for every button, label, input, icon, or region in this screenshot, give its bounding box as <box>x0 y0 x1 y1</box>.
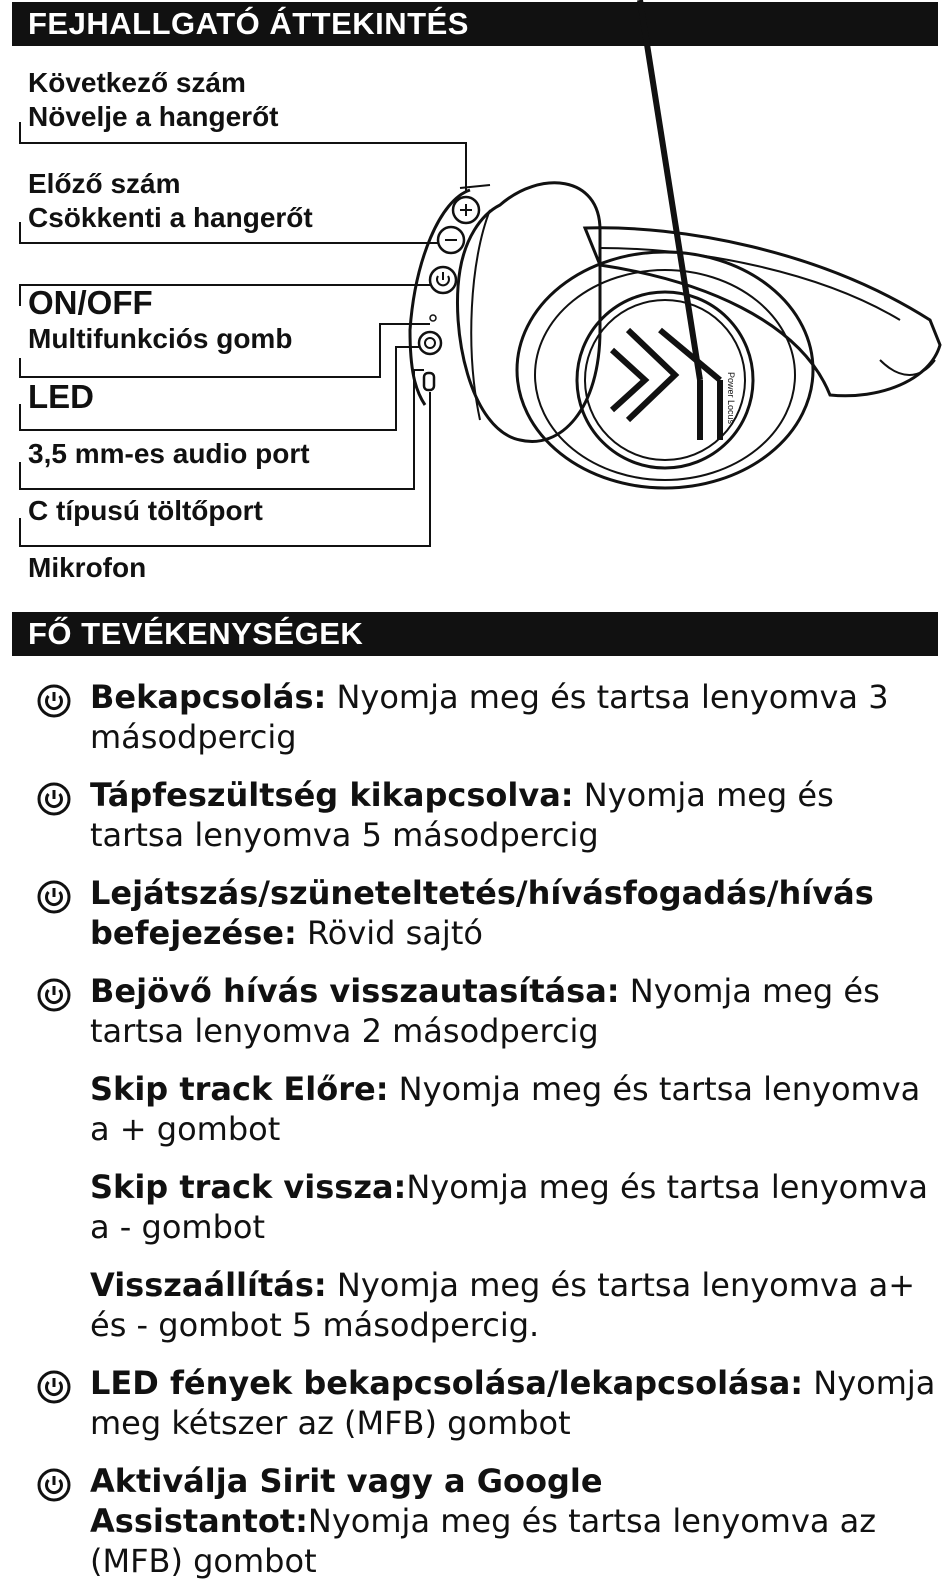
function-item <box>90 1069 938 1149</box>
label-multifunction-button: Multifunkciós gomb <box>28 323 293 354</box>
function-description: Nyomja meg és tartsa lenyomva a+ és - gombot 5 másodpercig. <box>90 1266 916 1344</box>
overview-header: FEJHALLGATÓ ÁTTEKINTÉS <box>12 2 938 46</box>
label-volume-up: Növelje a hangerőt <box>28 101 279 132</box>
power-icon <box>36 683 72 719</box>
function-item <box>90 971 938 1051</box>
leader-line-minus <box>20 222 440 243</box>
power-icon <box>36 1369 72 1405</box>
functions-header: FŐ TEVÉKENYSÉGEK <box>12 612 938 656</box>
label-next-track: Következő szám <box>28 67 246 98</box>
label-previous-track: Előző szám <box>28 168 181 199</box>
audio-port <box>419 332 441 354</box>
power-icon <box>36 977 72 1013</box>
function-description: Nyomja meg és tartsa lenyomva a - gombot <box>90 1168 928 1246</box>
function-description: Rövid sajtó <box>296 914 483 952</box>
function-title: Tápfeszültség kikapcsolva: <box>90 776 574 814</box>
leader-line-mfb <box>20 324 430 377</box>
function-item <box>90 1363 938 1443</box>
function-item <box>90 775 938 855</box>
usb-c-port <box>424 373 434 390</box>
brand-text: Power Locus <box>726 372 736 425</box>
function-title: Bekapcsolás: <box>90 678 327 716</box>
label-charge-port: C típusú töltőport <box>28 495 263 526</box>
function-item <box>90 1167 938 1247</box>
leader-line-led <box>20 347 426 430</box>
function-description: Nyomja meg és tartsa lenyomva a + gombot <box>90 1070 921 1148</box>
function-item <box>90 1265 938 1345</box>
leader-line-usb <box>20 392 430 546</box>
function-description: Nyomja meg és tartsa lenyomva 5 másodpercig <box>90 776 834 854</box>
function-title: Lejátszás/szüneteltetés/hívásfogadás/hívás befejezése: <box>90 874 874 952</box>
power-icon <box>36 879 72 915</box>
label-led: LED <box>28 378 94 415</box>
function-description: Nyomja meg és tartsa lenyomva 3 másodpercig <box>90 678 889 756</box>
label-on-off: ON/OFF <box>28 284 153 321</box>
leader-line-plus <box>20 122 466 192</box>
label-audio-port: 3,5 mm-es audio port <box>28 438 310 469</box>
function-title: Skip track Előre: <box>90 1070 389 1108</box>
function-title: Aktiválja Sirit vagy a Google Assistantot: <box>90 1462 603 1540</box>
label-volume-down: Csökkenti a hangerőt <box>28 202 313 233</box>
function-item <box>90 873 938 953</box>
back-earcup <box>517 252 813 488</box>
function-title: LED fények bekapcsolása/lekapcsolása: <box>90 1364 804 1402</box>
function-title: Skip track vissza: <box>90 1168 407 1206</box>
function-title: Bejövő hívás visszautasítása: <box>90 972 620 1010</box>
function-item <box>90 1461 938 1581</box>
headphone-diagram <box>0 0 950 600</box>
function-title: Visszaállítás: <box>90 1266 327 1304</box>
leader-line-power <box>20 285 432 306</box>
label-microphone: Mikrofon <box>28 552 147 583</box>
function-description: Nyomja meg és tartsa lenyomva 2 másodpercig <box>90 972 880 1050</box>
brand-logo <box>612 0 720 440</box>
function-description: Nyomja meg kétszer az (MFB) gombot <box>90 1364 936 1442</box>
power-icon <box>36 1467 72 1503</box>
power-icon <box>36 781 72 817</box>
led-indicator <box>430 315 436 321</box>
function-item <box>90 677 938 757</box>
function-description: Nyomja meg és tartsa lenyomva az (MFB) gombot <box>90 1502 877 1580</box>
